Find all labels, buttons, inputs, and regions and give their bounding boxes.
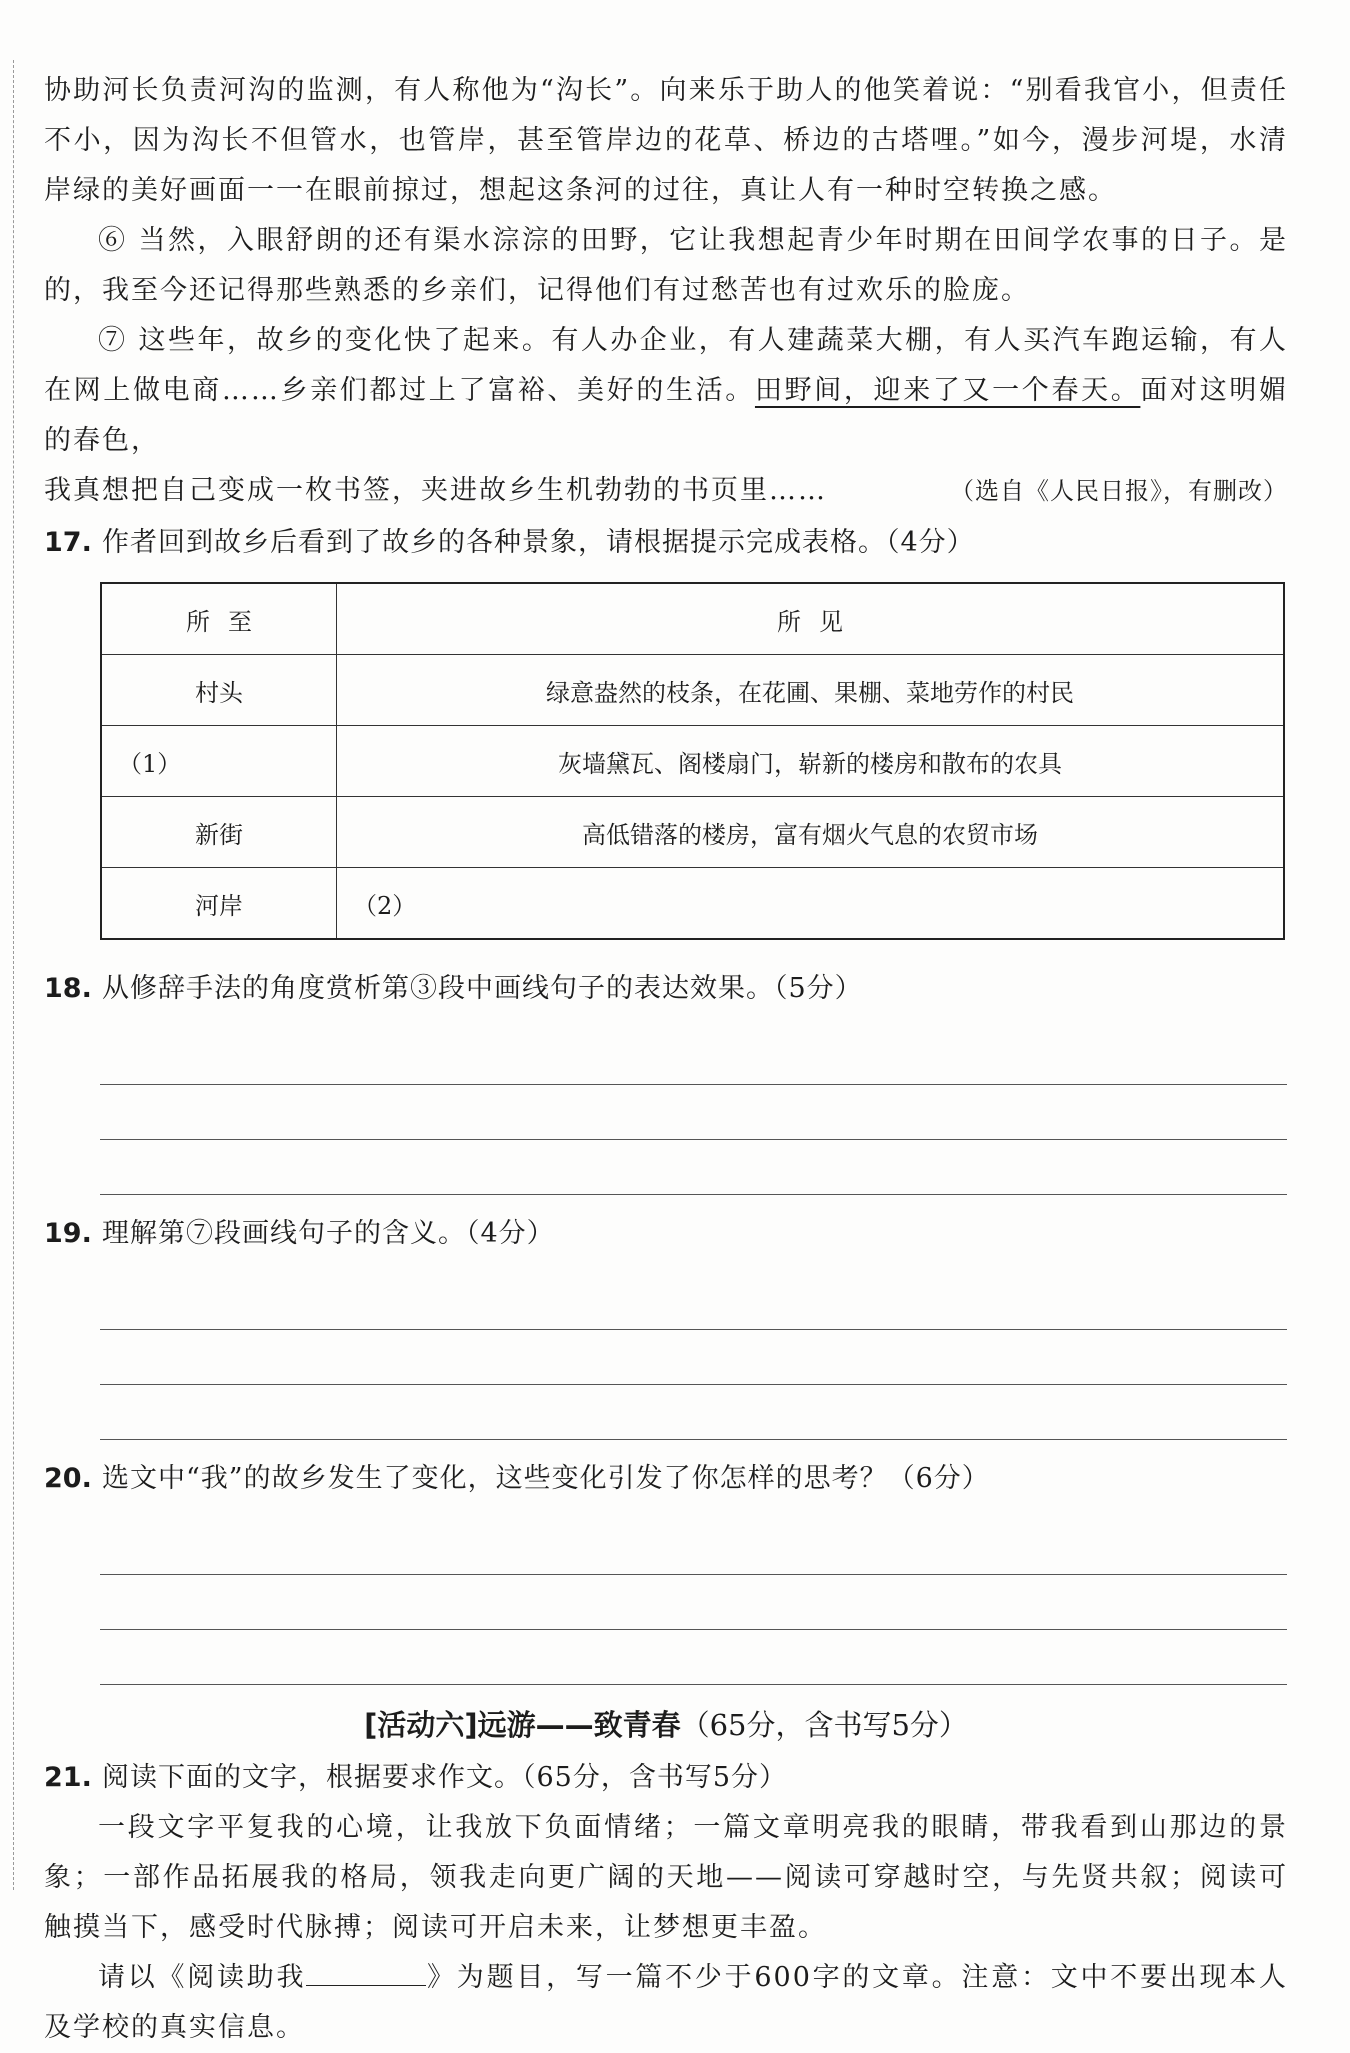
answer-line[interactable] xyxy=(100,1085,1287,1140)
question-20-text: 选文中“我”的故乡发生了变化，这些变化引发了你怎样的思考？（6分） xyxy=(102,1463,990,1494)
row-1-sights: 绿意盎然的枝条，在花圃、果棚、菜地劳作的村民 xyxy=(337,655,1285,726)
question-19-number: 19. xyxy=(44,1218,92,1249)
question-19-text: 理解第⑦段画线句子的含义。（4分） xyxy=(102,1218,555,1249)
passage-paragraph-7 xyxy=(44,316,1288,466)
question-17-number: 17. xyxy=(44,527,92,558)
question-20 xyxy=(44,1454,1288,1504)
exam-page xyxy=(44,66,1288,2053)
question-18-number: 18. xyxy=(44,973,92,1004)
row-3-location: 新街 xyxy=(101,797,337,868)
title-blank[interactable] xyxy=(306,1985,426,1986)
row-4-location: 河岸 xyxy=(101,868,337,940)
p7-text-b: 面对这明媚的春色， xyxy=(44,375,1289,456)
question-21-text: 阅读下面的文字，根据要求作文。（65分，含书写5分） xyxy=(102,1762,788,1793)
table-row xyxy=(101,655,1284,726)
table-row xyxy=(101,868,1284,940)
question-18 xyxy=(44,964,1288,1014)
q20-answer-area[interactable] xyxy=(100,1520,1287,1685)
answer-line[interactable] xyxy=(100,1385,1287,1440)
row-2-location-blank[interactable]: （1） xyxy=(101,726,337,797)
q19-answer-area[interactable] xyxy=(100,1275,1287,1440)
p7-underlined-sentence: 田野间，迎来了又一个春天。 xyxy=(754,375,1141,406)
row-2-sights: 灰墙黛瓦、阁楼扇门，崭新的楼房和散布的农具 xyxy=(337,726,1285,797)
question-17-text: 作者回到故乡后看到了故乡的各种景象，请根据提示完成表格。（4分） xyxy=(102,527,975,558)
question-21 xyxy=(44,1753,1288,1803)
passage-paragraph-5-continued: 协助河长负责河沟的监测，有人称他为“沟长”。向来乐于助人的他笑着说：“别看我官小，但责任不小，因为沟长不但管水，也管岸，甚至管岸边的花草、桥边的古塔哩。”如今，漫步河堤，水清岸绿的美好画面一一在眼前掠过，想起这条河的过往，真让人有一种时空转换之感。 xyxy=(44,75,1288,206)
row-1-location: 村头 xyxy=(101,655,337,726)
row-4-sights-blank[interactable]: （2） xyxy=(337,868,1285,940)
activity-six-score: （65分，含书写5分） xyxy=(680,1708,968,1742)
answer-line[interactable] xyxy=(100,1030,1287,1085)
table-row xyxy=(101,797,1284,868)
p7-text-a: ⑦ 这些年，故乡的变化快了起来。有人办企业，有人建蔬菜大棚，有人买汽车跑运输，有人在网上做电商……乡亲们都过上了富裕、美好的生活。 xyxy=(44,325,1288,406)
question-17 xyxy=(44,518,1288,568)
q21-title-suffix: 》为题目，写一篇不少于600字的文章。注意：文中不要出现本人及学校的真实信息。 xyxy=(44,1962,1288,2043)
activity-six-heading xyxy=(44,1699,1288,1751)
answer-line[interactable] xyxy=(100,1520,1287,1575)
header-sights: 所见 xyxy=(337,583,1285,655)
answer-line[interactable] xyxy=(100,1275,1287,1330)
q21-title-prefix: 请以《阅读助我 xyxy=(98,1962,307,1993)
passage-paragraph-6: ⑥ 当然，入眼舒朗的还有渠水淙淙的田野，它让我想起青少年时期在田间学农事的日子。是的，我至今还记得那些熟悉的乡亲们，记得他们有过愁苦也有过欢乐的脸庞。 xyxy=(44,225,1288,306)
answer-line[interactable] xyxy=(100,1330,1287,1385)
answer-line[interactable] xyxy=(100,1140,1287,1195)
answer-line[interactable] xyxy=(100,1575,1287,1630)
passage-source: （选自《人民日报》，有删改） xyxy=(950,477,1288,505)
question-20-number: 20. xyxy=(44,1463,92,1494)
table-row xyxy=(101,726,1284,797)
q17-table xyxy=(100,582,1285,940)
binding-margin-line xyxy=(13,60,14,1890)
question-21-number: 21. xyxy=(44,1762,92,1793)
q17-table-header xyxy=(101,583,1284,655)
question-18-text: 从修辞手法的角度赏析第③段中画线句子的表达效果。（5分） xyxy=(102,973,863,1004)
question-19 xyxy=(44,1209,1288,1259)
row-3-sights: 高低错落的楼房，富有烟火气息的农贸市场 xyxy=(337,797,1285,868)
passage-end-row xyxy=(44,466,1288,516)
answer-line[interactable] xyxy=(100,1630,1287,1685)
q21-prompt-paragraph: 一段文字平复我的心境，让我放下负面情绪；一篇文章明亮我的眼睛，带我看到山那边的景象；一部作品拓展我的格局，领我走向更广阔的天地——阅读可穿越时空，与先贤共叙；阅读可触摸当下，感受时代脉搏；阅读可开启未来，让梦想更丰盈。 xyxy=(44,1812,1288,1943)
p7-text-c: 我真想把自己变成一枚书签，夹进故乡生机勃勃的书页里…… xyxy=(44,475,827,506)
header-location: 所至 xyxy=(101,583,337,655)
activity-six-title: [活动六]远游——致青春 xyxy=(364,1708,681,1742)
q18-answer-area[interactable] xyxy=(100,1030,1287,1195)
q21-requirement xyxy=(44,1953,1288,2053)
